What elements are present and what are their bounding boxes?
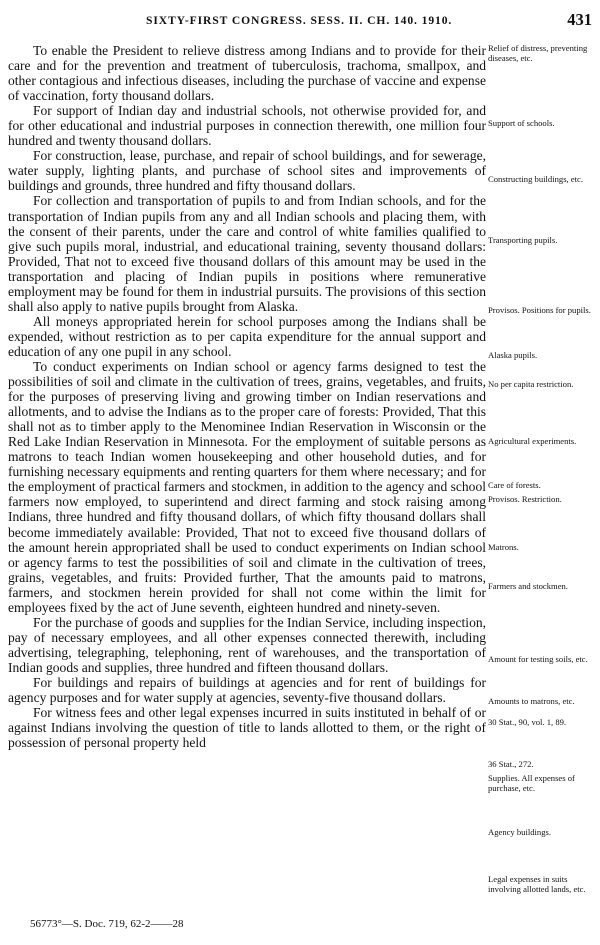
body-text — [8, 43, 486, 750]
margin-note: Care of forests. — [488, 480, 541, 490]
running-head: SIXTY-FIRST CONGRESS. SESS. II. CH. 140. 1910. — [146, 14, 453, 27]
paragraph-transportation: For collection and transportation of pupils to and from Indian schools, and for the transportation of Indian pupils from any and all Indian schools and placing them, with the consent of their parents, under the care and control of white families qualified to give such pupils moral, industrial, and educational training, seventy thousand dollars: Provided, That not to exceed five thousand dollars of this amount may be used in the transportation and placing of Indian pupils in positions where remunerative employment may be found for them in industrial pursuits. The provisions of this section shall also apply to native pupils brought from Alaska. — [8, 193, 486, 314]
page-header — [0, 10, 600, 34]
margin-note: Matrons. — [488, 542, 519, 552]
margin-note: Support of schools. — [488, 118, 555, 128]
paragraph-experiments: To conduct experiments on Indian school or agency farms designed to test the possibilities of soil and climate in the cultivation of trees, grains, vegetables, and fruits, for the purposes of preserving living and growing timber on Indian reservations and allotments, and to advise the Indians as to the proper care of forests: Provided, That this shall not as to timber apply to the Menominee Indian Reservation in Wisconsin or the Red Lake Indian Reservation in Minnesota. For the employment of suitable persons as matrons to teach Indian women housekeeping and other household duties, and for furnishing necessary equipments and renting quarters for them where necessary; and for the employment of practical farmers and stockmen, in addition to the agency and school farmers now employed, to superintend and direct farming and stock raising among Indians, three hundred and fifty thousand dollars, of which fifty thousand dollars shall become immediately available: Provided, That not to exceed five thousand dollars of the amount herein appropriated shall be used to conduct experiments on Indian school or agency farms to test the possibilities of soil and climate in the cultivation of trees, grains, vegetables, and fruits: Provided further, That the amounts paid to matrons, farmers, and stockmen herein provided for shall not come within the limit for employees fixed by the act of June seventh, eighteen hundred and ninety-seven. — [8, 358, 486, 615]
paragraph-relief-distress: To enable the President to relieve distress among Indians and to provide for their care and for the prevention and treatment of tuberculosis, trachoma, smallpox, and other contagious and infectious diseases, including the purchase of vaccine and expense of vaccination, forty thousand dollars. — [8, 43, 486, 104]
margin-note: Agency buildings. — [488, 827, 552, 837]
footer-signature: 56773°—S. Doc. 719, 62-2——28 — [30, 918, 184, 930]
margin-note: Legal expenses in suits involving allotted lands, etc. — [488, 874, 586, 894]
margin-note: No per capita restriction. — [488, 379, 574, 389]
paragraph-supplies: For the purchase of goods and supplies for the Indian Service, including inspection, pay of necessary employees, and all other expenses connected therewith, including advertising, telegraphing, telephoning, rent of warehouses, and the transportation of Indian goods and supplies, three hundred and fifteen thousand dollars. — [8, 614, 486, 675]
paragraph-support-schools: For support of Indian day and industrial schools, not otherwise provided for, and for other educational and industrial purposes in connection therewith, one million four hundred and twenty thousand dollars. — [8, 103, 486, 149]
margin-note: Relief of distress, preventing diseases, etc. — [488, 43, 588, 63]
margin-note: 30 Stat., 90, vol. 1, 89. — [488, 717, 567, 727]
paragraph-per-capita: All moneys appropriated herein for school purposes among the Indians shall be expended, without restriction as to per capita expenditure for the annual support and education of any one pupil in any school. — [8, 313, 486, 359]
margin-note: Provisos. Positions for pupils. — [488, 305, 591, 315]
margin-note: Farmers and stockmen. — [488, 581, 568, 591]
margin-note: Supplies. All expenses of purchase, etc. — [488, 773, 575, 793]
margin-note: Provisos. Restriction. — [488, 494, 562, 504]
paragraph-agency-buildings: For buildings and repairs of buildings at agencies and for rent of buildings for agency purposes and for water supply at agencies, seventy-five thousand dollars. — [8, 674, 486, 706]
margin-note: Alaska pupils. — [488, 350, 538, 360]
margin-note: Constructing buildings, etc. — [488, 174, 584, 184]
margin-note: Amount for testing soils, etc. — [488, 654, 588, 664]
page-number: 431 — [567, 10, 592, 29]
margin-note: Transporting pupils. — [488, 235, 558, 245]
margin-note: Agricultural experiments. — [488, 436, 577, 446]
paragraph-legal-expenses: For witness fees and other legal expenses incurred in suits instituted in behalf of or against Indians involving the question of title to lands allotted to them, or the right of possession of personal property held — [8, 705, 486, 751]
paragraph-construction: For construction, lease, purchase, and repair of school buildings, and for sewerage, water supply, lighting plants, and purchase of school sites and improvements of buildings and grounds, three hundred and fifty thousand dollars. — [8, 148, 486, 194]
margin-note: Amounts to matrons, etc. — [488, 696, 575, 706]
margin-note: 36 Stat., 272. — [488, 759, 534, 769]
